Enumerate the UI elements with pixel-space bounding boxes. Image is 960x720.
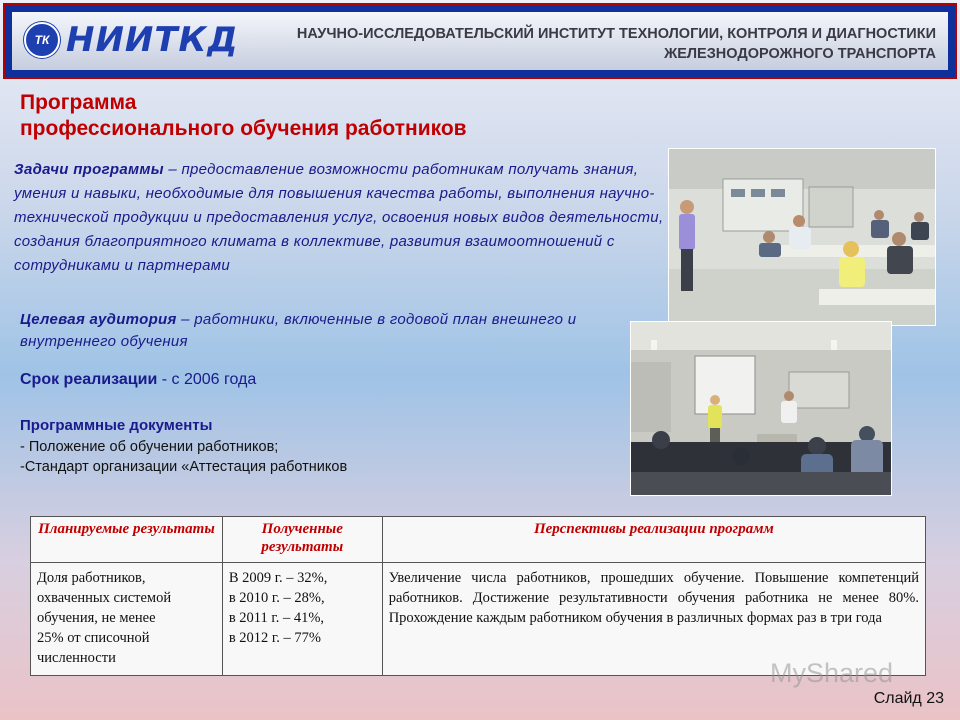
planned-results-line: охваченных системой (37, 590, 172, 606)
slide-title (20, 90, 640, 142)
achieved-results-line: В 2009 г. – 32%, (228, 570, 328, 586)
program-documents (20, 416, 620, 477)
training-session-photo (668, 148, 936, 326)
header-inner-panel (12, 12, 948, 70)
header-banner (3, 3, 957, 79)
logo-text: НИИТКД (66, 20, 239, 60)
slide-title-line-2: профессионального обучения работников (20, 117, 467, 140)
table-header-row (31, 517, 926, 563)
achieved-results-line: в 2010 г. – 28%, (228, 590, 325, 606)
program-tasks-label: Задачи программы (14, 161, 164, 178)
column-header-planned: Планируемые результаты (31, 517, 223, 563)
program-document-item: - Положение об обучении работников; (20, 439, 279, 455)
slide-title-line-1: Программа (20, 91, 137, 114)
implementation-term-text: - с 2006 года (157, 371, 257, 388)
planned-results-line: Доля работников, (37, 570, 146, 586)
column-header-achieved: Полученные результаты (222, 517, 382, 563)
implementation-term-label: Срок реализации (20, 371, 158, 388)
logo-mark: ТК (34, 33, 50, 47)
achieved-results-cell (222, 563, 382, 676)
target-audience (20, 309, 620, 353)
lecture-room-photo (630, 321, 892, 496)
column-header-prospects: Перспективы реализации программ (382, 517, 925, 563)
planned-results-line: 25% от списочной (37, 630, 150, 646)
slide-number: Слайд 23 (873, 690, 944, 707)
planned-results-line: численности (37, 650, 116, 666)
organization-name (296, 24, 936, 64)
organization-name-line-1: НАУЧНО-ИССЛЕДОВАТЕЛЬСКИЙ ИНСТИТУТ ТЕХНОЛОГИИ, КОНТРОЛЯ И ДИАГНОСТИКИ (296, 26, 936, 42)
planned-results-line: обучения, не менее (37, 610, 156, 626)
lecture-room-photo-drawing (631, 322, 892, 496)
prospects-cell: Увеличение числа работников, прошедших обучение. Повышение компетенций работников. Достижение результативности обучения работника не менее 80%. Прохождение каждым работником обучения в различных формах раз в три года (382, 563, 925, 676)
watermark: MyShared (770, 658, 894, 688)
program-documents-heading: Программные документы (20, 417, 213, 434)
program-tasks (14, 158, 664, 278)
achieved-results-line: в 2011 г. – 41%, (228, 610, 325, 626)
target-audience-text: – работники, включенные в годовой план внешнего и внутреннего обучения (20, 311, 577, 350)
planned-results-cell (31, 563, 223, 676)
training-session-photo-drawing (669, 149, 936, 326)
program-tasks-text: – предоставление возможности работникам получать знания, умения и навыки, необходимые для повышения качества работы, выполнения научно-технической продукции и предоставления услуг, освоения новых видов деятельности, создания благоприятного климата в коллективе, развития взаимоотношений с сотрудниками и партнерами (14, 161, 664, 274)
results-table (30, 516, 926, 676)
implementation-term (20, 370, 420, 390)
achieved-results-line: в 2012 г. – 77% (228, 630, 321, 646)
organization-name-line-2: ЖЕЛЕЗНОДОРОЖНОГО ТРАНСПОРТА (664, 46, 936, 62)
target-audience-label: Целевая аудитория (20, 311, 177, 328)
institute-logo-icon (24, 22, 60, 58)
program-document-item: -Стандарт организации «Аттестация работников (20, 459, 348, 475)
